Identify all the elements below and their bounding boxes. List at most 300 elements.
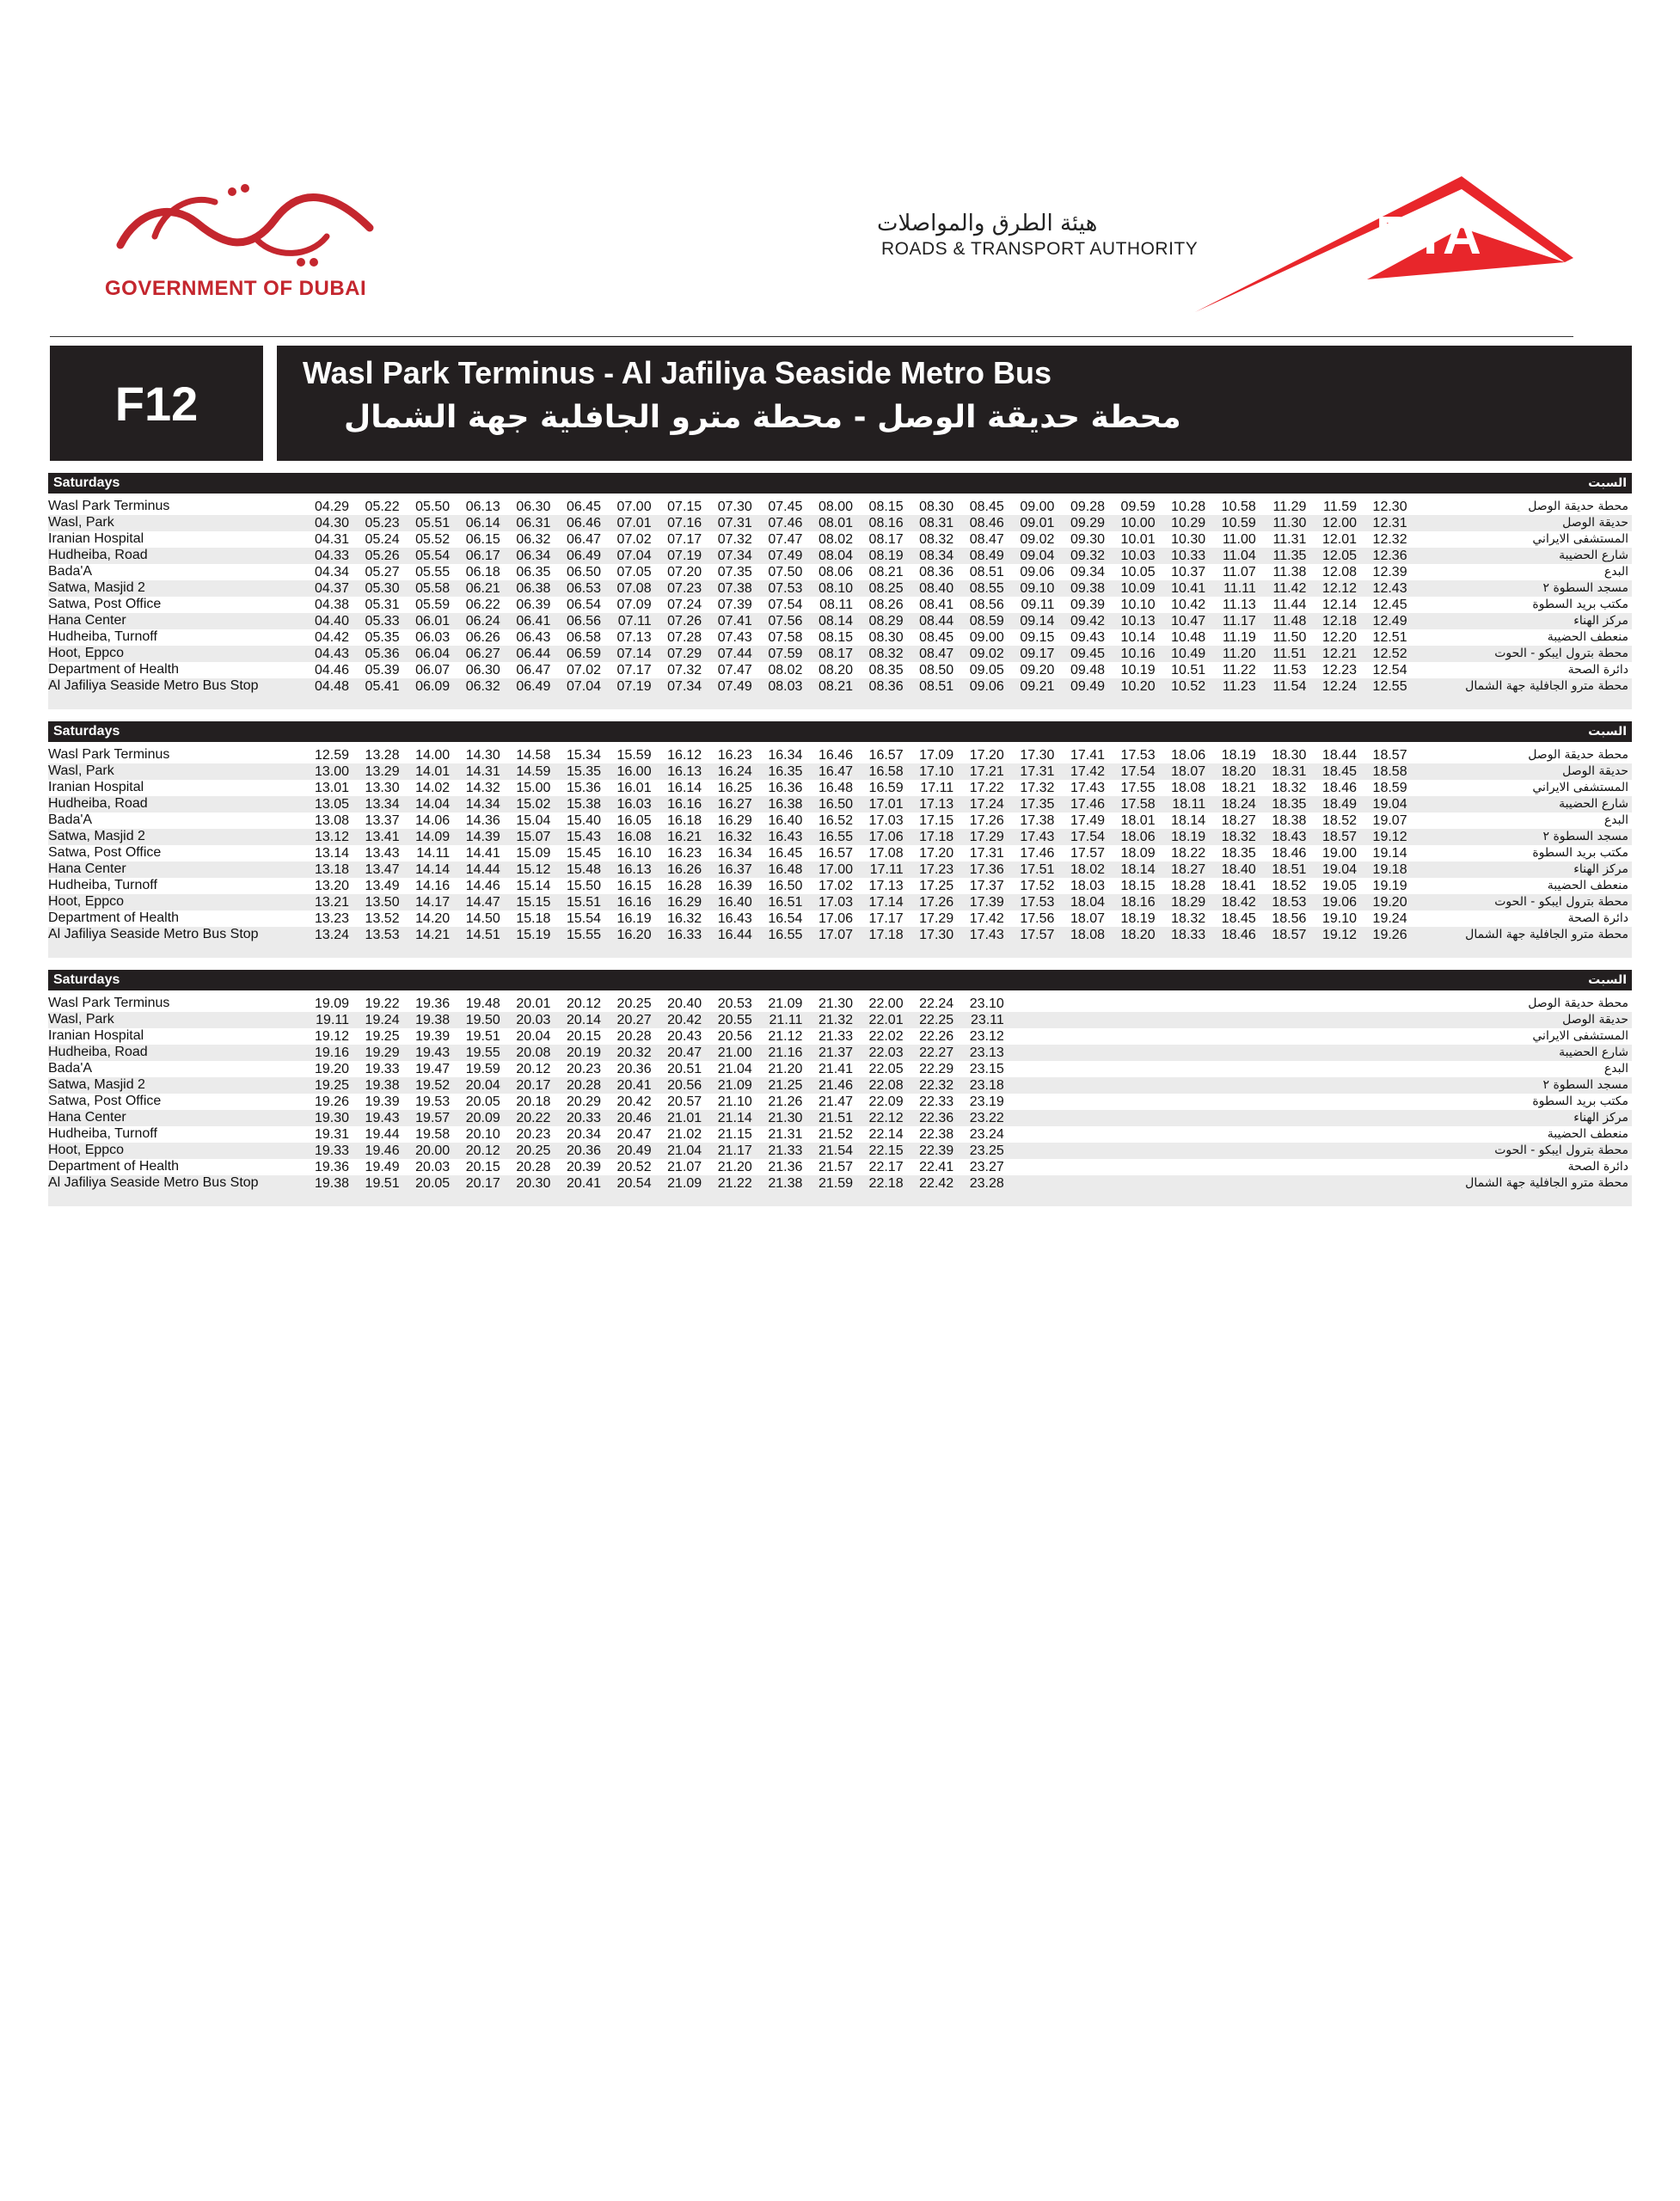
stop-name-english: Wasl Park Terminus [48,747,170,762]
departure-time: 13.30 [365,781,400,795]
departure-time: 06.07 [415,663,451,677]
departure-time: 13.23 [314,911,349,926]
departure-time: 15.43 [566,830,601,844]
departure-time: 06.21 [465,581,500,596]
departure-time: 19.38 [314,1176,349,1191]
departure-time: 21.30 [768,1111,803,1125]
departure-time: 19.20 [1372,895,1407,910]
departure-time: 07.19 [667,549,702,563]
stop-name-english: Department of Health [48,1159,180,1174]
departure-time: 18.14 [1171,813,1206,828]
departure-time: 19.10 [1321,911,1357,926]
departure-time: 21.17 [717,1143,752,1158]
departure-time: 17.36 [969,862,1004,877]
departure-time: 18.11 [1172,797,1206,812]
departure-time: 09.20 [1020,663,1055,677]
departure-time: 05.33 [365,614,400,628]
departure-time: 18.38 [1272,813,1307,828]
departure-time: 06.13 [465,500,500,514]
departure-time: 10.52 [1171,679,1206,694]
stop-name-english: Hoot, Eppco [48,646,125,660]
stop-name-arabic: مسجد السطوة ٢ [1542,1078,1628,1092]
departure-time: 19.22 [365,996,400,1011]
departure-time: 20.47 [667,1045,702,1060]
departure-time: 22.15 [868,1143,904,1158]
table-row [48,910,1632,927]
departure-time: 19.47 [415,1062,451,1076]
departure-time: 16.23 [717,748,752,763]
departure-time: 04.29 [314,500,349,514]
departure-time: 19.16 [314,1045,349,1060]
departure-time: 12.20 [1321,630,1357,645]
departure-time: 10.33 [1171,549,1206,563]
departure-time: 16.57 [868,748,904,763]
departure-time: 11.48 [1272,614,1307,628]
departure-time: 15.54 [566,911,601,926]
departure-time: 19.24 [1372,911,1407,926]
departure-time: 10.03 [1120,549,1156,563]
departure-time: 22.24 [919,996,954,1011]
departure-time: 22.32 [919,1078,954,1093]
departure-time: 09.48 [1070,663,1105,677]
departure-time: 17.35 [1020,797,1055,812]
stop-name-english: Satwa, Post Office [48,1094,162,1108]
departure-time: 16.51 [768,895,803,910]
departure-time: 10.00 [1120,516,1156,530]
departure-time: 06.14 [465,516,500,530]
stop-name-arabic: محطة بترول ايبكو - الحوت [1494,1143,1628,1157]
stop-name-english: Hudheiba, Road [48,1045,148,1059]
departure-time: 15.38 [566,797,601,812]
departure-time: 16.24 [717,764,752,779]
departure-time: 22.41 [919,1160,954,1174]
departure-time: 19.04 [1372,797,1407,812]
stop-name-arabic: دائرة الصحة [1567,1160,1628,1174]
stop-name-arabic: دائرة الصحة [1567,911,1628,925]
departure-time: 08.17 [818,647,853,661]
departure-time: 07.32 [717,532,752,547]
departure-time: 08.40 [919,581,954,596]
departure-time: 17.31 [969,846,1004,861]
departure-time: 06.03 [415,630,451,645]
departure-time: 16.38 [768,797,803,812]
departure-time: 13.52 [365,911,400,926]
departure-time: 14.51 [465,928,500,942]
departure-time: 18.20 [1221,764,1256,779]
departure-time: 08.00 [818,500,853,514]
departure-time: 20.17 [516,1078,551,1093]
departure-time: 13.47 [365,862,400,877]
departure-time: 16.34 [717,846,752,861]
departure-time: 20.32 [616,1045,652,1060]
departure-time: 17.42 [969,911,1004,926]
departure-time: 09.34 [1070,565,1105,579]
stop-name-english: Hudheiba, Road [48,548,148,562]
departure-time: 08.17 [868,532,904,547]
departure-time: 21.09 [667,1176,702,1191]
departure-time: 21.07 [667,1160,702,1174]
departure-time: 20.39 [566,1160,601,1174]
departure-time: 11.23 [1222,679,1256,694]
departure-time: 10.16 [1120,647,1156,661]
departure-time: 20.18 [516,1094,551,1109]
departure-time: 10.20 [1120,679,1156,694]
stop-name-arabic: حديقة الوصل [1562,516,1628,530]
rta-logo-icon [1195,176,1573,314]
departure-time: 18.45 [1221,911,1256,926]
stop-name-english: Hana Center [48,613,126,628]
departure-time: 09.05 [969,663,1004,677]
departure-time: 19.29 [365,1045,400,1060]
departure-time: 07.41 [717,614,752,628]
departure-time: 08.30 [868,630,904,645]
table-row [48,1012,1632,1028]
departure-time: 19.25 [365,1029,400,1044]
departure-time: 08.56 [969,598,1004,612]
departure-time: 16.10 [616,846,652,861]
departure-time: 16.15 [616,879,652,893]
departure-time: 21.26 [768,1094,803,1109]
departure-time: 11.51 [1272,647,1307,661]
stop-name-english: Hudheiba, Turnoff [48,878,157,892]
departure-time: 16.18 [667,813,702,828]
departure-time: 19.51 [465,1029,500,1044]
departure-time: 09.39 [1070,598,1105,612]
departure-time: 09.45 [1070,647,1105,661]
departure-time: 20.04 [465,1078,500,1093]
departure-time: 04.40 [314,614,349,628]
stop-name-english: Iranian Hospital [48,780,144,794]
departure-time: 08.29 [868,614,904,628]
stop-name-arabic: مسجد السطوة ٢ [1542,830,1628,843]
departure-time: 07.23 [667,581,702,596]
timetable-block-1 [48,473,1632,709]
departure-time: 09.00 [1020,500,1055,514]
stop-name-english: Department of Health [48,662,180,677]
stop-name-arabic: البدع [1603,813,1628,827]
departure-time: 07.32 [667,663,702,677]
departure-time: 09.42 [1070,614,1105,628]
departure-time: 08.11 [819,598,853,612]
departure-time: 18.24 [1221,797,1256,812]
departure-time: 21.09 [768,996,803,1011]
departure-time: 20.25 [516,1143,551,1158]
departure-time: 06.26 [465,630,500,645]
departure-time: 16.55 [768,928,803,942]
departure-time: 18.46 [1221,928,1256,942]
departure-time: 21.52 [818,1127,853,1142]
departure-time: 20.22 [516,1111,551,1125]
departure-time: 16.16 [616,895,652,910]
departure-time: 14.02 [415,781,451,795]
departure-time: 13.29 [365,764,400,779]
departure-time: 18.46 [1321,781,1357,795]
stop-name-arabic: محطة حديقة الوصل [1528,748,1628,762]
departure-time: 19.04 [1321,862,1357,877]
departure-time: 12.14 [1321,598,1357,612]
stop-name-arabic: مكتب بريد السطوة [1532,598,1628,611]
departure-time: 16.21 [667,830,702,844]
departure-time: 12.32 [1372,532,1407,547]
header-divider [50,336,1573,337]
departure-time: 09.38 [1070,581,1105,596]
authority-english-name: ROADS & TRANSPORT AUTHORITY [881,239,1199,259]
departure-time: 16.14 [667,781,702,795]
departure-time: 11.30 [1272,516,1307,530]
departure-time: 21.12 [768,1029,803,1044]
departure-time: 17.24 [969,797,1004,812]
departure-time: 07.29 [667,647,702,661]
departure-time: 17.55 [1120,781,1156,795]
departure-time: 20.28 [566,1078,601,1093]
departure-time: 08.41 [919,598,954,612]
departure-time: 21.54 [818,1143,853,1158]
stop-name-arabic: مسجد السطوة ٢ [1542,581,1628,595]
departure-time: 06.47 [516,663,551,677]
departure-time: 21.25 [768,1078,803,1093]
departure-time: 19.09 [314,996,349,1011]
departure-time: 06.53 [566,581,601,596]
departure-time: 16.43 [768,830,803,844]
table-row [48,861,1632,878]
departure-time: 06.15 [465,532,500,547]
departure-time: 17.41 [1070,748,1105,763]
departure-time: 04.31 [314,532,349,547]
departure-time: 10.09 [1120,581,1156,596]
departure-time: 21.09 [717,1078,752,1093]
departure-time: 13.49 [365,879,400,893]
departure-time: 09.04 [1020,549,1055,563]
departure-time: 15.40 [566,813,601,828]
departure-time: 17.26 [969,813,1004,828]
departure-time: 16.08 [616,830,652,844]
departure-time: 20.05 [415,1176,451,1191]
departure-time: 18.22 [1171,846,1206,861]
departure-time: 16.13 [616,862,652,877]
departure-time: 19.57 [415,1111,451,1125]
stop-name-english: Hana Center [48,861,126,876]
departure-time: 06.46 [566,516,601,530]
departure-time: 18.09 [1120,846,1156,861]
departure-time: 04.30 [314,516,349,530]
departure-time: 17.13 [919,797,954,812]
departure-time: 08.19 [868,549,904,563]
stop-name-english: Iranian Hospital [48,1028,144,1043]
departure-time: 08.47 [919,647,954,661]
departure-time: 19.52 [415,1078,451,1093]
departure-time: 19.33 [365,1062,400,1076]
departure-time: 08.21 [868,565,904,579]
departure-time: 17.20 [969,748,1004,763]
departure-time: 16.33 [667,928,702,942]
departure-time: 06.54 [566,598,601,612]
departure-time: 05.35 [365,630,400,645]
route-number: F12 [114,376,199,431]
departure-time: 08.10 [818,581,853,596]
departure-time: 05.30 [365,581,400,596]
departure-time: 16.12 [667,748,702,763]
departure-time: 10.58 [1221,500,1256,514]
departure-time: 23.12 [969,1029,1004,1044]
departure-time: 13.05 [314,797,349,812]
departure-time: 21.47 [818,1094,853,1109]
departure-time: 20.28 [516,1160,551,1174]
table-row [48,646,1632,662]
departure-time: 16.27 [717,797,752,812]
departure-time: 08.32 [919,532,954,547]
departure-time: 08.15 [868,500,904,514]
departure-time: 20.03 [516,1013,551,1027]
departure-time: 13.21 [314,895,349,910]
departure-time: 08.46 [969,516,1004,530]
table-row [48,996,1632,1012]
departure-time: 21.10 [717,1094,752,1109]
departure-time: 21.16 [768,1045,803,1060]
departure-time: 07.39 [717,598,752,612]
departure-time: 09.11 [1021,598,1055,612]
departure-time: 16.34 [768,748,803,763]
departure-time: 07.59 [768,647,803,661]
departure-time: 20.30 [516,1176,551,1191]
table-row [48,1077,1632,1094]
departure-time: 16.54 [768,911,803,926]
departure-time: 18.57 [1272,928,1307,942]
departure-time: 22.17 [868,1160,904,1174]
departure-time: 17.11 [920,781,954,795]
departure-time: 12.55 [1372,679,1407,694]
departure-time: 20.49 [616,1143,652,1158]
departure-time: 09.02 [1020,532,1055,547]
departure-time: 10.42 [1171,598,1206,612]
departure-time: 11.04 [1222,549,1256,563]
departure-time: 16.00 [616,764,652,779]
departure-time: 12.08 [1321,565,1357,579]
stop-name-english: Al Jafiliya Seaside Metro Bus Stop [48,1175,259,1190]
departure-time: 11.07 [1222,565,1256,579]
government-of-dubai-logo-icon [103,176,387,271]
departure-time: 19.58 [415,1127,451,1142]
departure-time: 21.14 [717,1111,752,1125]
departure-time: 23.13 [969,1045,1004,1060]
stop-name-arabic: منعطف الحضيبة [1547,879,1628,892]
departure-time: 09.00 [969,630,1004,645]
table-row [48,597,1632,613]
departure-time: 07.19 [616,679,652,694]
departure-time: 15.12 [516,862,551,877]
departure-time: 18.21 [1221,781,1256,795]
departure-time: 17.14 [868,895,904,910]
departure-time: 19.36 [415,996,451,1011]
departure-time: 10.28 [1171,500,1206,514]
departure-time: 16.20 [616,928,652,942]
departure-time: 17.43 [1020,830,1055,844]
stop-name-english: Bada'A [48,812,93,827]
departure-time: 06.43 [516,630,551,645]
stop-name-english: Satwa, Post Office [48,597,162,611]
departure-time: 20.56 [667,1078,702,1093]
departure-time: 14.09 [415,830,451,844]
departure-time: 06.41 [516,614,551,628]
departure-time: 19.39 [365,1094,400,1109]
departure-time: 17.53 [1020,895,1055,910]
departure-time: 07.49 [768,549,803,563]
departure-time: 07.56 [768,614,803,628]
departure-time: 18.35 [1221,846,1256,861]
stop-name-arabic: شارع الحضيبة [1559,1045,1628,1059]
departure-time: 18.29 [1171,895,1206,910]
departure-time: 14.11 [416,846,451,861]
departure-time: 18.44 [1321,748,1357,763]
departure-time: 20.34 [566,1127,601,1142]
departure-time: 20.00 [415,1143,451,1158]
departure-time: 06.18 [465,565,500,579]
departure-time: 17.10 [919,764,954,779]
departure-time: 07.43 [717,630,752,645]
departure-time: 06.04 [415,647,451,661]
departure-time: 20.15 [566,1029,601,1044]
departure-time: 21.30 [818,996,853,1011]
departure-time: 14.14 [415,862,451,877]
departure-time: 20.27 [616,1013,652,1027]
departure-time: 19.00 [1321,846,1357,861]
departure-time: 18.56 [1272,911,1307,926]
departure-time: 19.26 [314,1094,349,1109]
departure-time: 07.53 [768,581,803,596]
departure-time: 07.31 [717,516,752,530]
departure-time: 18.19 [1221,748,1256,763]
day-header [48,970,1632,990]
departure-time: 18.08 [1070,928,1105,942]
departure-time: 18.01 [1120,813,1156,828]
departure-time: 20.57 [667,1094,702,1109]
departure-time: 17.23 [919,862,954,877]
departure-time: 11.13 [1222,598,1256,612]
departure-time: 20.56 [717,1029,752,1044]
departure-time: 06.32 [465,679,500,694]
departure-time: 23.11 [970,1013,1004,1027]
departure-time: 22.02 [868,1029,904,1044]
departure-time: 17.31 [1020,764,1055,779]
departure-time: 18.19 [1171,830,1206,844]
departure-time: 20.25 [616,996,652,1011]
departure-time: 07.15 [667,500,702,514]
departure-time: 06.44 [516,647,551,661]
stop-name-english: Satwa, Masjid 2 [48,580,145,595]
departure-time: 23.18 [969,1078,1004,1093]
stop-name-english: Al Jafiliya Seaside Metro Bus Stop [48,927,259,941]
departure-time: 21.01 [667,1111,702,1125]
departure-time: 14.39 [465,830,500,844]
departure-time: 08.03 [768,679,803,694]
departure-time: 17.20 [919,846,954,861]
departure-time: 09.06 [969,679,1004,694]
stop-name-english: Wasl, Park [48,1012,114,1027]
departure-time: 16.45 [768,846,803,861]
stop-name-english: Satwa, Masjid 2 [48,1077,145,1092]
departure-time: 19.36 [314,1160,349,1174]
departure-time: 10.47 [1171,614,1206,628]
departure-time: 14.20 [415,911,451,926]
departure-time: 08.51 [919,679,954,694]
table-row [48,763,1632,780]
stop-name-english: Wasl, Park [48,763,114,778]
departure-time: 06.35 [516,565,551,579]
table-row [48,515,1632,531]
departure-time: 18.30 [1272,748,1307,763]
departure-time: 20.29 [566,1094,601,1109]
departure-time: 11.00 [1222,532,1256,547]
departure-time: 18.43 [1272,830,1307,844]
